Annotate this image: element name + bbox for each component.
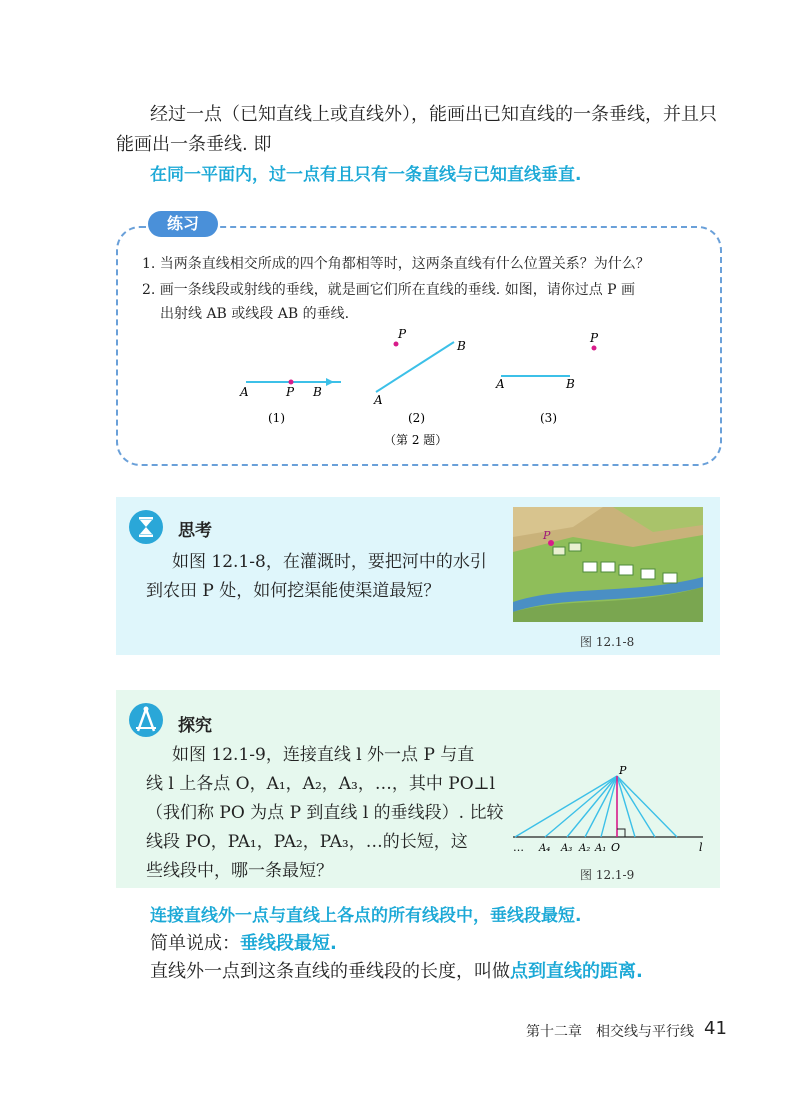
right-angle-mark bbox=[617, 829, 625, 837]
fig3-caption: (3) bbox=[540, 411, 557, 425]
exercise-figures bbox=[116, 320, 722, 460]
fig-label-p: P bbox=[619, 764, 627, 777]
distance-definition bbox=[150, 958, 643, 986]
irrigation-photo bbox=[513, 507, 703, 622]
think-figure-caption: 图 12.1-8 bbox=[580, 635, 635, 649]
perpendicular-figure bbox=[505, 760, 715, 856]
short-statement-fact: 垂线段最短. bbox=[240, 933, 337, 954]
explore-line-1: 如图 12.1-9，连接直线 l 外一点 P 与直 bbox=[172, 745, 475, 765]
short-statement bbox=[150, 930, 337, 958]
fig-label-l: l bbox=[699, 841, 703, 854]
fig1-caption: (1) bbox=[268, 411, 285, 425]
fig2-point-p bbox=[394, 342, 399, 347]
fig-label-a4: A₄ bbox=[539, 843, 551, 854]
hourglass-icon bbox=[128, 509, 164, 545]
fig-label-o: O bbox=[611, 841, 621, 854]
fig1-label-b: B bbox=[313, 385, 322, 399]
explore-line-4: 线段 PO，PA₁，PA₂，PA₃，…的长短，这 bbox=[146, 832, 468, 852]
perpendicular-uniqueness-fact: 在同一平面内，过一点有且只有一条直线与已知直线垂直. bbox=[150, 165, 582, 185]
exercise-item-2-line-1: 2. 画一条线段或射线的垂线，就是画它们所在直线的垂线. 如图，请你过点 P 画 bbox=[142, 282, 636, 298]
explore-figure-caption: 图 12.1-9 bbox=[580, 868, 635, 882]
fig1-label-a: A bbox=[240, 385, 249, 399]
explore-line-3: （我们称 PO 为点 P 到直线 l 的垂线段）. 比较 bbox=[146, 803, 504, 823]
fig-label-a3: A₃ bbox=[561, 843, 573, 854]
compass-icon bbox=[128, 702, 164, 738]
explore-line-5: 些线段中，哪一条最短？ bbox=[146, 861, 333, 881]
explore-title: 探究 bbox=[178, 716, 212, 736]
fig3-point-p bbox=[592, 346, 597, 351]
think-line-2: 到农田 P 处，如何挖渠能使渠道最短？ bbox=[146, 581, 441, 601]
fig2-label-p: P bbox=[398, 327, 407, 341]
photo-label-p: P bbox=[543, 529, 551, 542]
exercise-figure-caption: （第 2 题） bbox=[384, 433, 448, 447]
fig3-label-a: A bbox=[496, 377, 505, 391]
short-statement-prefix: 简单说成： bbox=[150, 933, 240, 954]
fig-label-dots: … bbox=[513, 841, 524, 854]
intro-line-2: 能画出一条垂线. 即 bbox=[116, 134, 272, 155]
fig1-point-p bbox=[289, 380, 294, 385]
fig2-label-a: A bbox=[374, 393, 383, 407]
fig1-label-p: P bbox=[286, 385, 295, 399]
fig3-label-p: P bbox=[590, 331, 599, 345]
fig2-segment bbox=[376, 342, 454, 392]
distance-definition-term: 点到直线的距离. bbox=[510, 961, 643, 982]
distance-definition-prefix: 直线外一点到这条直线的垂线段的长度，叫做 bbox=[150, 961, 510, 982]
fig-label-a1: A₁ bbox=[595, 843, 607, 854]
fig2-caption: (2) bbox=[408, 411, 425, 425]
shortest-segment-fact: 连接直线外一点与直线上各点的所有线段中，垂线段最短. bbox=[150, 906, 582, 926]
exercise-item-1: 1. 当两条直线相交所成的四个角都相等时，这两条直线有什么位置关系？为什么？ bbox=[142, 256, 650, 272]
fig2-label-b: B bbox=[457, 339, 466, 353]
page-number: 41 bbox=[704, 1018, 727, 1039]
exercise-item-2-line-2: 出射线 AB 或线段 AB 的垂线. bbox=[160, 306, 350, 322]
think-line-1: 如图 12.1-8，在灌溉时，要把河中的水引 bbox=[172, 552, 487, 572]
chapter-title: 第十二章 相交线与平行线 bbox=[526, 1024, 694, 1040]
intro-line-1: 经过一点（已知直线上或直线外），能画出已知直线的一条垂线，并且只 bbox=[150, 104, 717, 125]
explore-line-2: 线 l 上各点 O，A₁，A₂，A₃，…，其中 PO⊥l bbox=[146, 774, 496, 794]
exercise-tab: 练习 bbox=[148, 211, 218, 237]
fig1-arrow-icon bbox=[326, 378, 334, 386]
fig3-label-b: B bbox=[566, 377, 575, 391]
fig-label-a2: A₂ bbox=[579, 843, 591, 854]
think-title: 思考 bbox=[178, 521, 212, 541]
